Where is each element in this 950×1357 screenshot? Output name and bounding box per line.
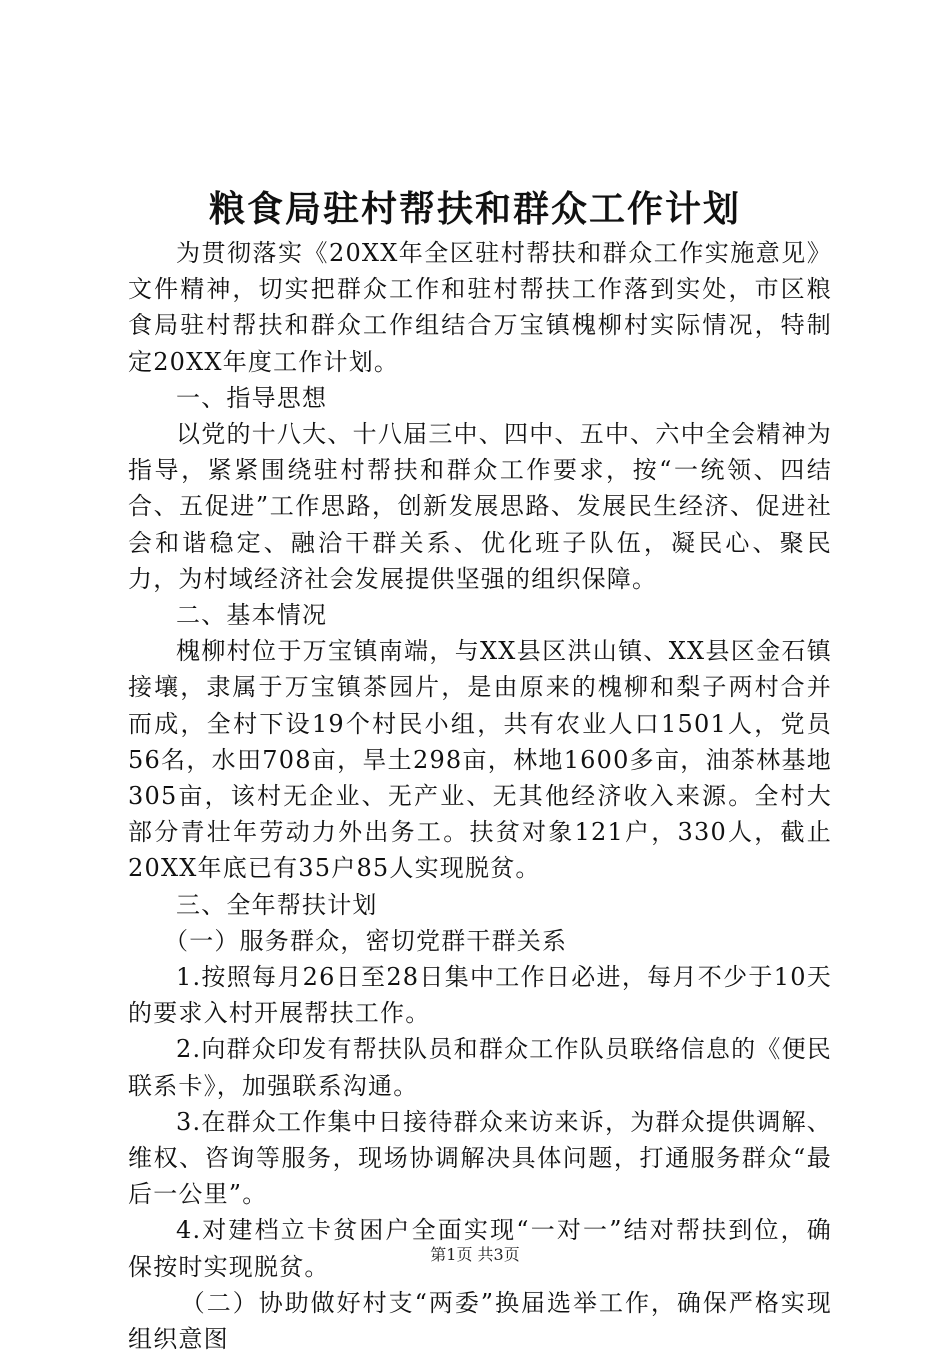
section-heading-guiding-ideology: 一、指导思想 xyxy=(176,383,328,412)
plan-item-2: 2.向群众印发有帮扶队员和群众工作队员联络信息的《便民联系卡》，加强联系沟通。 xyxy=(128,1035,832,1100)
section-heading-annual-plan: 三、全年帮扶计划 xyxy=(176,890,378,919)
document-body xyxy=(128,235,832,1357)
basic-situation-paragraph: 槐柳村位于万宝镇南端，与XX县区洪山镇、XX县区金石镇接壤，隶属于万宝镇茶园片，是由原来的槐柳和梨子两村合并而成，全村下设19个村民小组，共有农业人口1501人，党员56名，水田708亩，旱土298亩，林地1600多亩，油茶林基地305亩，该村无企业、无产业、无其他经济收入来源。全村大部分青壮年劳动力外出务工。扶贫对象121户，330人，截止20XX年底已有35户85人实现脱贫。 xyxy=(128,637,832,883)
guiding-ideology-paragraph: 以党的十八大、十八届三中、四中、五中、六中全会精神为指导，紧紧围绕驻村帮扶和群众工作要求，按“一统领、四结合、五促进”工作思路，创新发展思路、发展民生经济、促进社会和谐稳定、融洽干群关系、优化班子队伍，凝民心、聚民力，为村域经济社会发展提供坚强的组织保障。 xyxy=(128,420,832,593)
plan-item-4: 4.对建档立卡贫困户全面实现“一对一”结对帮扶到位，确保按时实现脱贫。 xyxy=(128,1216,832,1281)
plan-item-3: 3.在群众工作集中日接待群众来访来诉，为群众提供调解、维权、咨询等服务，现场协调解决具体问题，打通服务群众“最后一公里”。 xyxy=(128,1107,832,1209)
plan-item-1: 1.按照每月26日至28日集中工作日必进，每月不少于10天的要求入村开展帮扶工作。 xyxy=(128,963,832,1028)
document-title: 粮食局驻村帮扶和群众工作计划 xyxy=(208,188,741,230)
section-heading-basic-situation: 二、基本情况 xyxy=(176,601,328,630)
subsection-heading-election: （二）协助做好村支“两委”换届选举工作，确保严格实现组织意图 xyxy=(128,1288,832,1354)
page-footer: 第1页 共3页 xyxy=(430,1245,520,1264)
intro-paragraph: 为贯彻落实《20XX年全区驻村帮扶和群众工作实施意见》文件精神，切实把群众工作和驻村帮扶工作落到实处，市区粮食局驻村帮扶和群众工作组结合万宝镇槐柳村实际情况，特制定20XX年度工作计划。 xyxy=(128,239,832,376)
subsection-heading-serve-masses: （一）服务群众，密切党群干群关系 xyxy=(164,926,568,955)
